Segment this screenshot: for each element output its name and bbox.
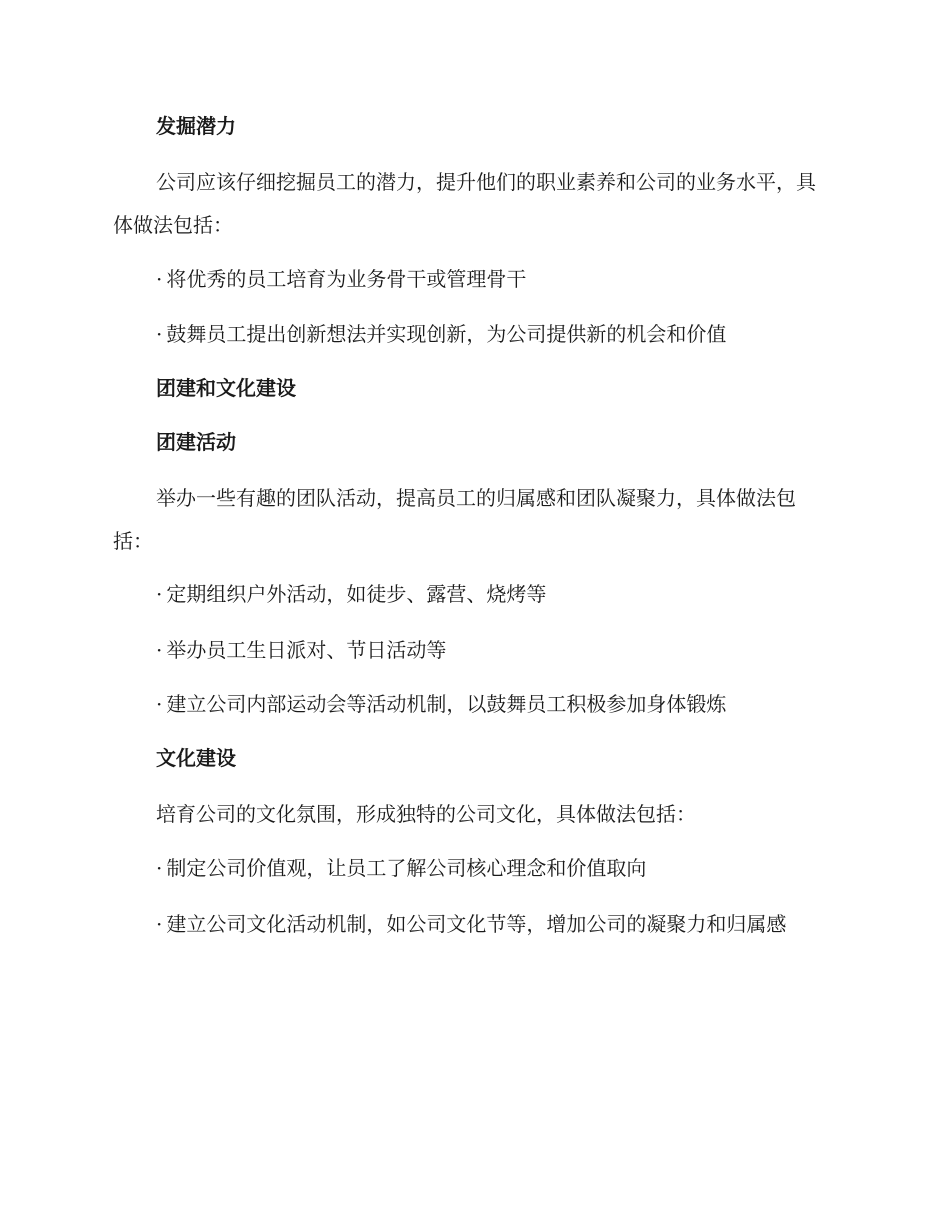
bullet-item <box>113 258 833 301</box>
section-heading-potential: 发掘潜力 <box>156 114 236 138</box>
paragraph-potential-intro: 公司应该仔细挖掘员工的潜力，提升他们的职业素养和公司的业务水平，具体做法包括： <box>113 170 816 237</box>
bullet-dot: · <box>156 322 163 346</box>
bullet-text: 制定公司价值观，让员工了解公司核心理念和价值取向 <box>166 856 647 880</box>
bullet-text: 鼓舞员工提出创新想法并实现创新，为公司提供新的机会和价值 <box>166 322 727 346</box>
bullet-dot: · <box>156 582 163 606</box>
bullet-text: 定期组织户外活动，如徒步、露营、烧烤等 <box>166 582 547 606</box>
paragraph-culture-intro: 培育公司的文化氛围，形成独特的公司文化，具体做法包括： <box>156 802 696 826</box>
bullet-dot: · <box>156 856 163 880</box>
section-heading-team-activities: 团建活动 <box>156 430 236 454</box>
bullet-item <box>113 313 833 356</box>
section-heading-culture: 文化建设 <box>156 746 236 770</box>
bullet-item <box>113 629 833 672</box>
bullet-item <box>113 683 833 726</box>
bullet-text: 举办员工生日派对、节日活动等 <box>166 638 447 662</box>
bullet-text: 建立公司文化活动机制，如公司文化节等，增加公司的凝聚力和归属感 <box>166 912 787 936</box>
bullet-dot: · <box>156 912 163 936</box>
bullet-dot: · <box>156 267 163 291</box>
bullet-text: 建立公司内部运动会等活动机制，以鼓舞员工积极参加身体锻炼 <box>166 692 727 716</box>
bullet-dot: · <box>156 692 163 716</box>
bullet-item <box>113 847 833 890</box>
bullet-dot: · <box>156 638 163 662</box>
paragraph-team-activities-intro: 举办一些有趣的团队活动，提高员工的归属感和团队凝聚力，具体做法包括： <box>113 486 796 553</box>
section-heading-team-culture: 团建和文化建设 <box>156 376 296 400</box>
bullet-text: 将优秀的员工培育为业务骨干或管理骨干 <box>166 267 527 291</box>
bullet-item <box>113 573 833 616</box>
bullet-item <box>113 903 833 946</box>
